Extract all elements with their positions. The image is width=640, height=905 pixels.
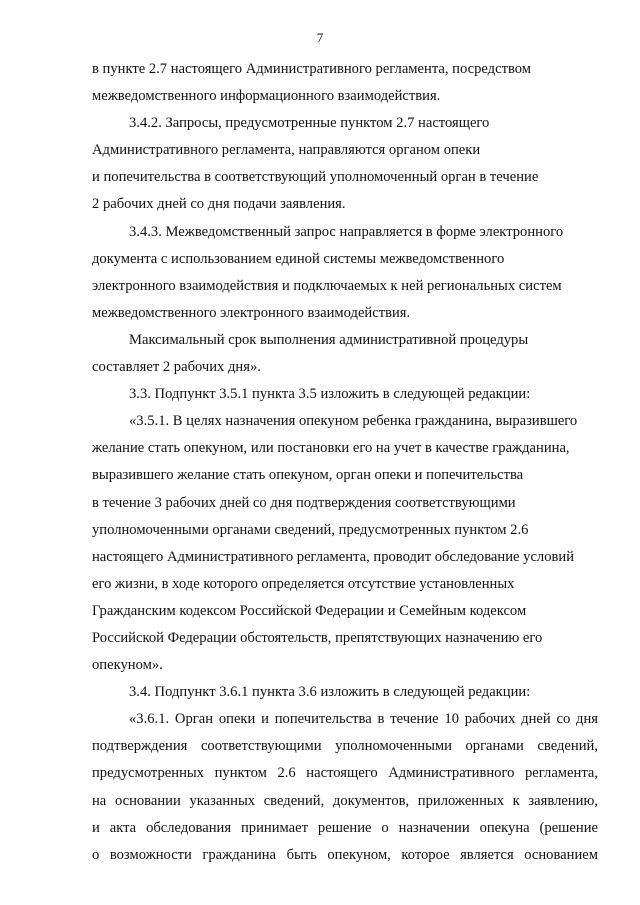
page-number: 7: [316, 30, 324, 45]
paragraph: [92, 408, 598, 679]
paragraph: [92, 327, 598, 381]
text-line: его жизни, в ходе которого определяется отсутствие установленных: [92, 575, 515, 592]
text-line: «3.6.1. Орган опеки и попечительства в течение 10 рабочих дней со дня: [129, 711, 598, 728]
text-line: о возможности гражданина быть опекуном, которое является основанием: [92, 846, 598, 863]
text-line: подтверждения соответствующими уполномоченными органами сведений,: [92, 738, 598, 755]
text-line: электронного взаимодействия и подключаемых к ней региональных систем: [92, 277, 562, 294]
text-line: составляет 2 рабочих дня».: [92, 359, 261, 376]
paragraph: [92, 679, 598, 706]
text-line: 3.4.3. Межведомственный запрос направляется в форме электронного: [129, 223, 564, 240]
text-line: «3.5.1. В целях назначения опекуном ребенка гражданина, выразившего: [129, 413, 578, 430]
text-line: 3.3. Подпункт 3.5.1 пункта 3.5 изложить в следующей редакции:: [129, 386, 531, 403]
text-line: Максимальный срок выполнения административной процедуры: [129, 331, 529, 348]
text-line: в пункте 2.7 настоящего Административного регламента, посредством: [92, 61, 532, 77]
text-line: межведомственного электронного взаимодействия.: [92, 304, 411, 321]
document-body: [92, 56, 598, 869]
text-line: документа с использованием единой системы межведомственного: [92, 250, 505, 267]
paragraph: [92, 110, 598, 218]
text-line: 3.4. Подпункт 3.6.1 пункта 3.6 изложить в следующей редакции:: [129, 684, 531, 701]
paragraph: [92, 706, 598, 869]
text-line: желание стать опекуном, или постановки его на учет в качестве гражданина,: [92, 440, 570, 457]
text-line: опекуном».: [92, 657, 163, 674]
paragraph: [92, 219, 598, 327]
text-line: и попечительства в соответствующий уполномоченный орган в течение: [92, 169, 539, 186]
text-line: предусмотренных пунктом 2.6 настоящего Административного регламента,: [92, 765, 598, 782]
text-line: 2 рабочих дней со дня подачи заявления.: [92, 196, 346, 213]
text-line: межведомственного информационного взаимодействия.: [92, 88, 441, 105]
text-line: и акта обследования принимает решение о назначении опекуна (решение: [92, 819, 598, 836]
text-line: на основании указанных сведений, документов, приложенных к заявлению,: [92, 792, 598, 809]
text-line: Российской Федерации обстоятельств, препятствующих назначению его: [92, 629, 543, 646]
text-line: в течение 3 рабочих дней со дня подтверждения соответствующими: [92, 494, 516, 511]
paragraph: [92, 381, 598, 408]
text-line: уполномоченными органами сведений, предусмотренных пунктом 2.6: [92, 521, 529, 538]
paragraph: [92, 56, 598, 110]
text-line: Гражданским кодексом Российской Федерации и Семейным кодексом: [92, 602, 527, 619]
text-line: 3.4.2. Запросы, предусмотренные пунктом 2.7 настоящего: [129, 115, 490, 132]
text-line: Административного регламента, направляются органом опеки: [92, 142, 481, 159]
text-line: настоящего Административного регламента, проводит обследование условий: [92, 548, 575, 565]
text-line: выразившего желание стать опекуном, орган опеки и попечительства: [92, 467, 524, 484]
